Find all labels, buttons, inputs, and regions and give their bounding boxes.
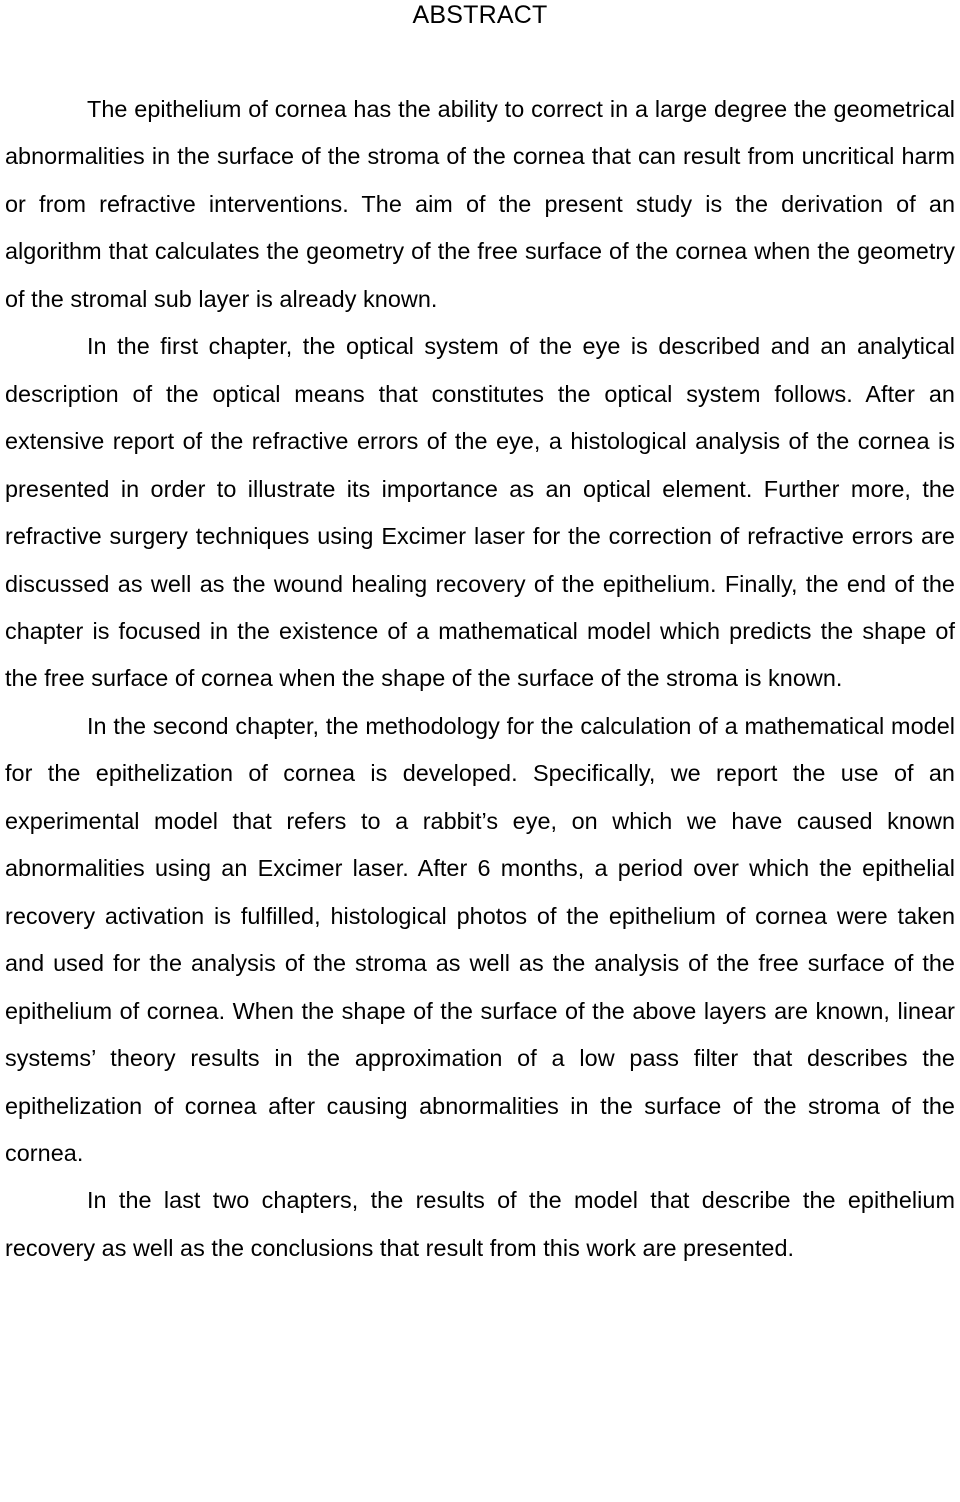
paragraph-chapter-two: In the second chapter, the methodology for the calculation of a mathematical model for the epithelization of cornea is developed. Specifically, we report the use of an experimental model that refers to a rabbit’s eye, on which we have caused known abnormalities using an Excimer laser. After 6 months, a period over which the epithelial recovery activation is fulfilled, histological photos of the epithelium of cornea were taken and used for the analysis of the stroma as well as the analysis of the free surface of the epithelium of cornea. When the shape of the surface of the above layers are known, linear systems’ theory results in the approximation of a low pass filter that describes the epithelization of cornea after causing abnormalities in the surface of the stroma of the cornea. [5, 712, 955, 1166]
paragraph-chapter-one: In the first chapter, the optical system of the eye is described and an analytical description of the optical means that constitutes the optical system follows. After an extensive report of the refractive errors of the eye, a histological analysis of the cornea is presented in order to illustrate its importance as an optical element. Further more, the refractive surgery techniques using Excimer laser for the correction of refractive errors are discussed as well as the wound healing recovery of the epithelium. Finally, the end of the chapter is focused in the existence of a mathematical model which predicts the shape of the free surface of cornea when the shape of the surface of the stroma is known. [5, 333, 955, 692]
document-page [5, 0, 955, 1272]
paragraph-last-chapters: In the last two chapters, the results of the model that describe the epithelium recovery as well as the conclusions that result from this work are presented. [5, 1187, 955, 1261]
abstract-heading: ABSTRACT [412, 1, 548, 29]
paragraph-intro: The epithelium of cornea has the ability to correct in a large degree the geometrical abnormalities in the surface of the stroma of the cornea that can result from uncritical harm or from refractive interventions. The aim of the present study is the derivation of an algorithm that calculates the geometry of the free surface of the cornea when the geometry of the stromal sub layer is already known. [5, 96, 955, 312]
